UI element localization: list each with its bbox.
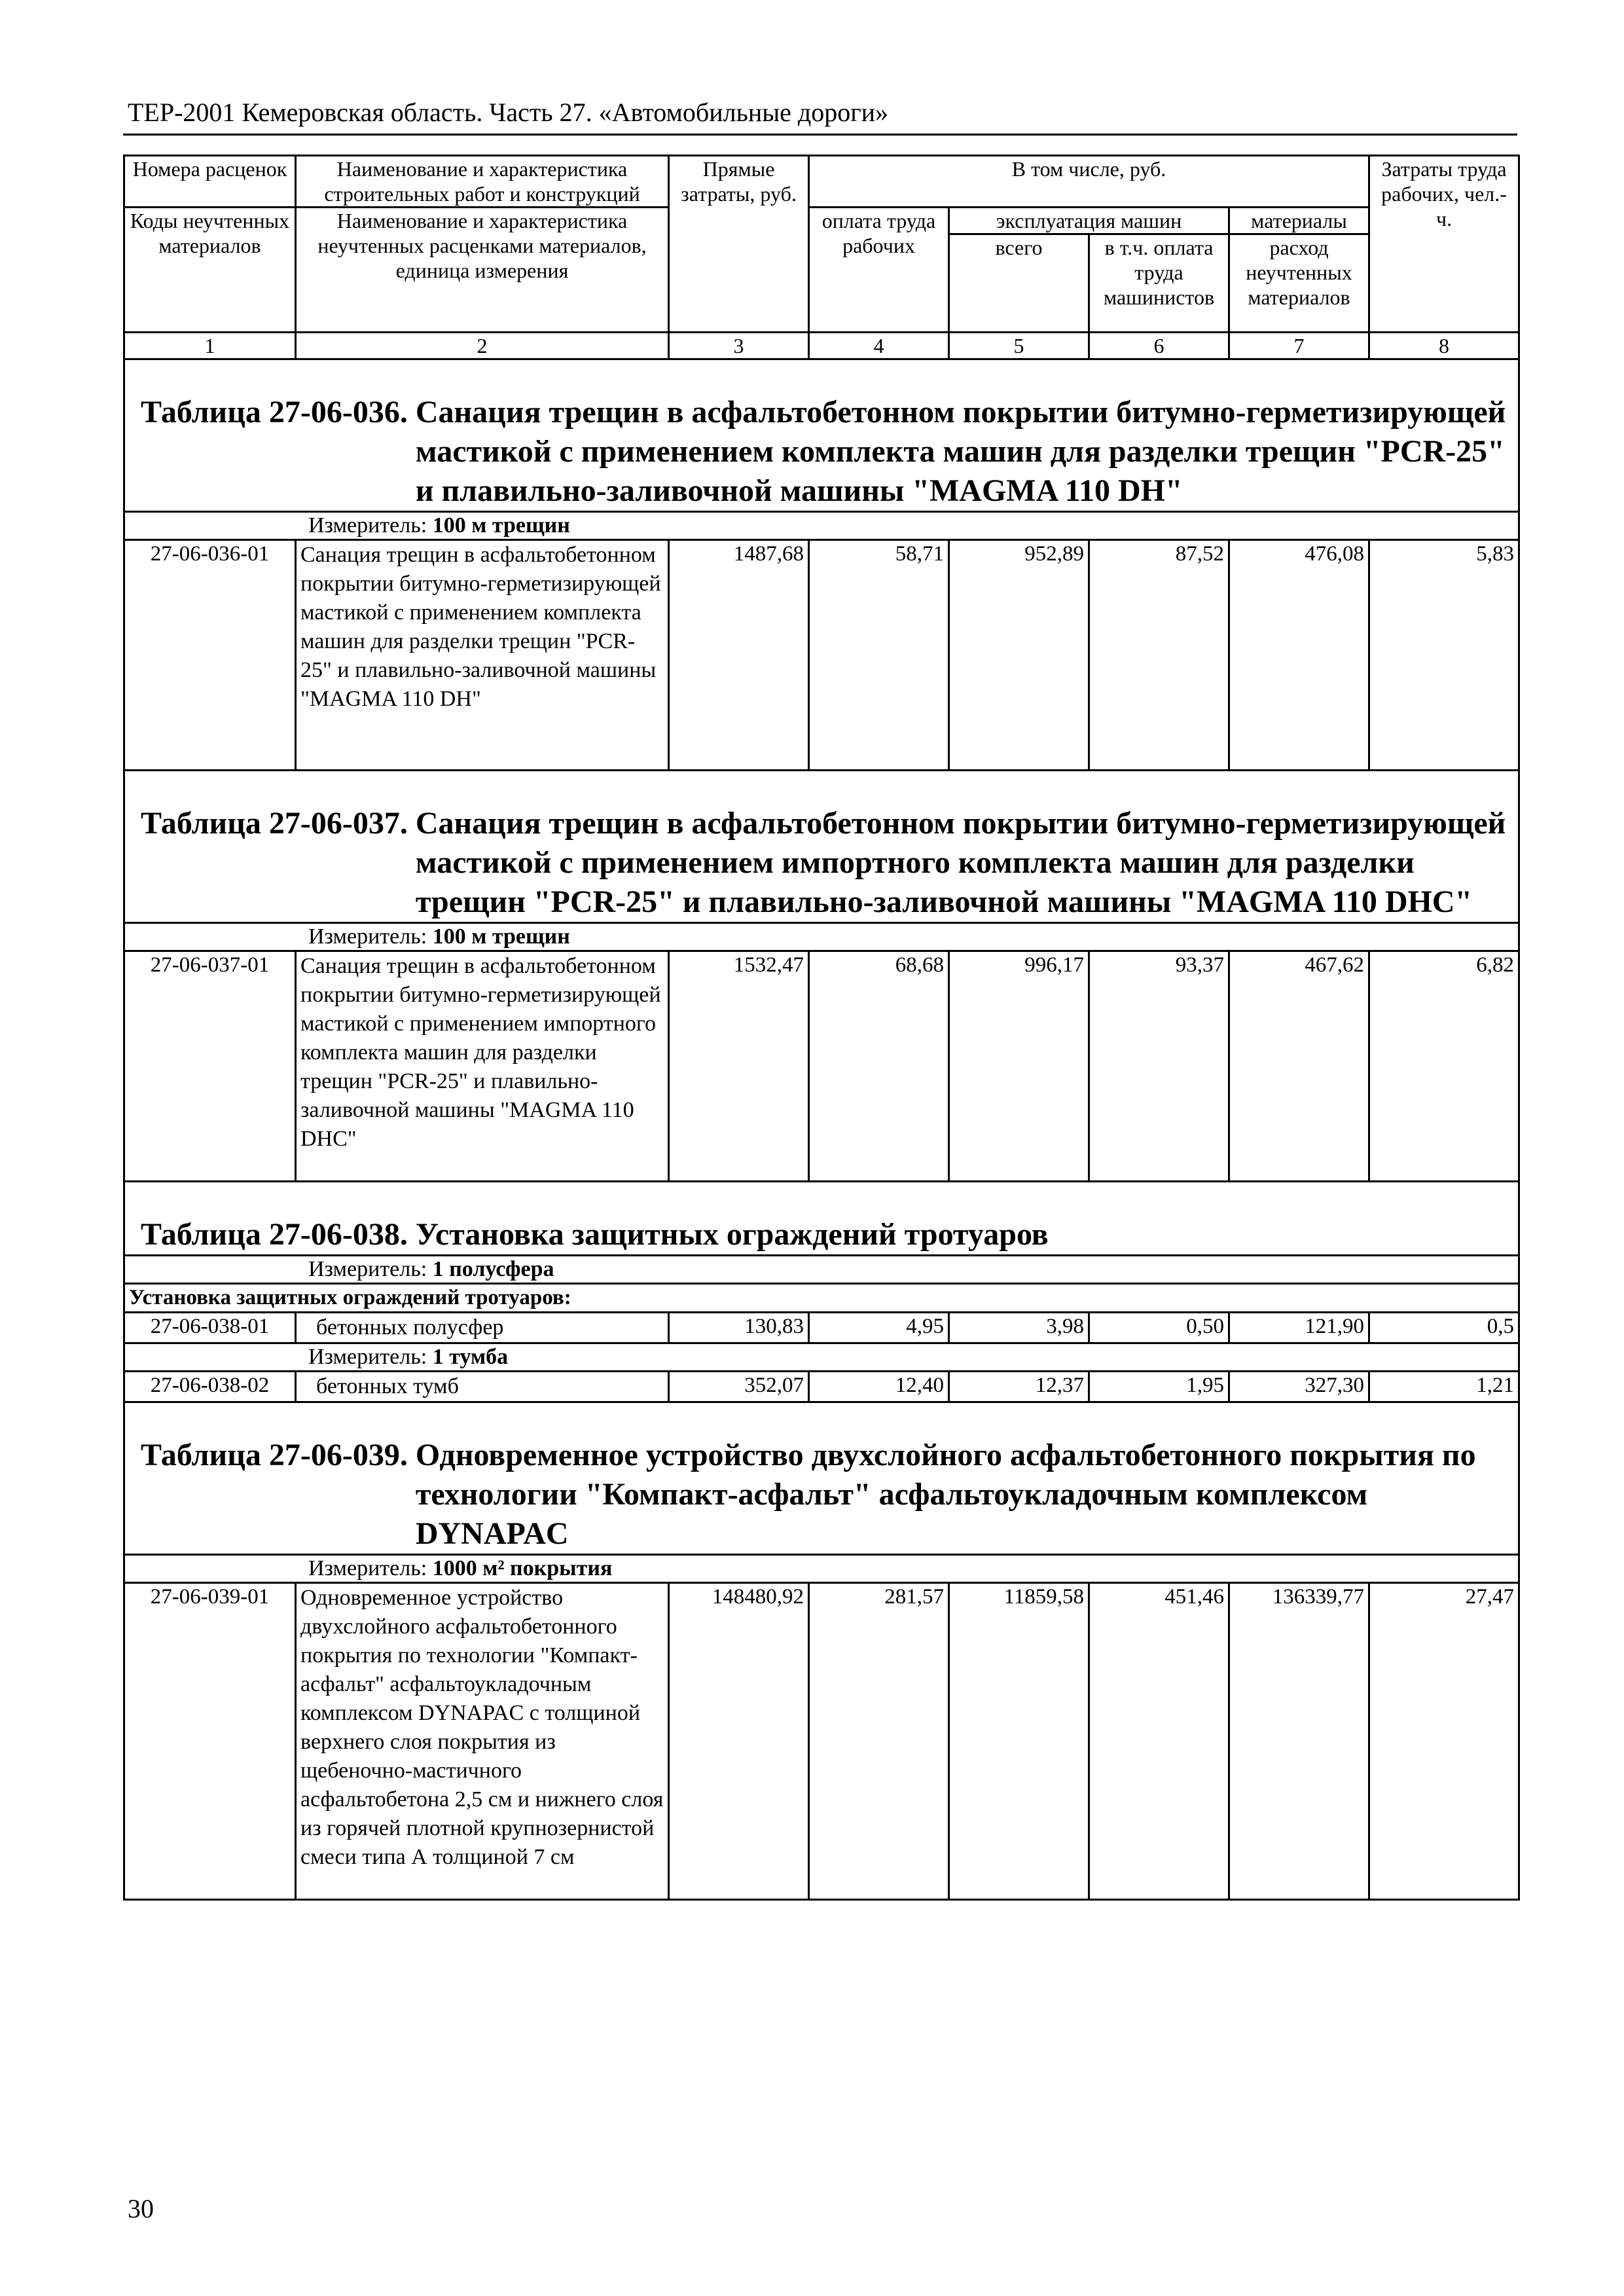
measure-value: 1000 м² покрытия (432, 1556, 613, 1580)
col-number: 6 (1089, 333, 1229, 359)
column-numbers-row (124, 333, 1519, 359)
direct-costs: 1487,68 (669, 540, 809, 771)
rate-code: 27-06-038-01 (124, 1313, 296, 1343)
labor-hours: 27,47 (1369, 1583, 1519, 1900)
materials: 327,30 (1229, 1372, 1369, 1402)
rates-table (123, 155, 1520, 1901)
section-number: Таблица 27-06-038. (141, 1217, 408, 1252)
measure-row (124, 1256, 1519, 1284)
header-rate-numbers: Номера расценок (124, 156, 296, 208)
header-materials-consumption: расход неучтенных материалов (1229, 234, 1369, 333)
section-number: Таблица 27-06-036. (141, 395, 408, 429)
section-heading-036 (124, 359, 1519, 512)
header-row-1 (124, 156, 1519, 208)
header-material-name: Наименование и характеристика неучтенных расценками материалов, единица измерения (296, 208, 669, 333)
rate-name: Санация трещин в асфальтобетонном покрытии битумно-герметизирующей мастикой с применением комплекта машин для разделки трещин "PCR-25" и плавильно-заливочной машины "MAGMA 110 DH" (296, 540, 669, 771)
rate-code: 27-06-037-01 (124, 951, 296, 1182)
machines-total: 12,37 (949, 1372, 1089, 1402)
section-name: Санация трещин в асфальтобетонном покрытии битумно-герметизирующей мастикой с применением импортного комплекта машин для разделки трещин "PCR-25" и плавильно-заливочной машины "MAGMA 110 DHC" (415, 806, 1506, 919)
materials: 467,62 (1229, 951, 1369, 1182)
section-name: Одновременное устройство двухслойного асфальтобетонного покрытия по технологии "Компакт-асфальт" асфальтоукладочным комплексом DYNAPAC (415, 1438, 1476, 1551)
direct-costs: 352,07 (669, 1372, 809, 1402)
measure-label: Измеритель: (308, 513, 433, 538)
page-number: 30 (128, 2194, 154, 2223)
col-number: 5 (949, 333, 1089, 359)
section-title (141, 1436, 1518, 1554)
rate-code: 27-06-036-01 (124, 540, 296, 771)
col-number: 2 (296, 333, 669, 359)
col-number: 1 (124, 333, 296, 359)
header-in-total: В том числе, руб. (809, 156, 1369, 208)
machinists-pay: 93,37 (1089, 951, 1229, 1182)
machinists-pay: 451,46 (1089, 1583, 1229, 1900)
section-number: Таблица 27-06-039. (141, 1438, 408, 1472)
col-number: 8 (1369, 333, 1519, 359)
section-title (141, 804, 1518, 922)
measure-row (124, 1343, 1519, 1372)
labor-pay: 68,68 (809, 951, 949, 1182)
col-number: 4 (809, 333, 949, 359)
labor-hours: 1,21 (1369, 1372, 1519, 1402)
labor-hours: 6,82 (1369, 951, 1519, 1182)
section-name: Санация трещин в асфальтобетонном покрытии битумно-герметизирующей мастикой с применением комплекта машин для разделки трещин "PCR-25" и плавильно-заливочной машины "MAGMA 110 DH" (415, 395, 1506, 508)
direct-costs: 1532,47 (669, 951, 809, 1182)
table-row (124, 1313, 1519, 1343)
labor-pay: 12,40 (809, 1372, 949, 1402)
rate-name: бетонных полусфер (296, 1313, 669, 1343)
measure-row (124, 1555, 1519, 1583)
page-header: ТЕР-2001 Кемеровская область. Часть 27. «Автомобильные дороги» (128, 98, 889, 127)
table-row (124, 951, 1519, 1182)
header-machines-all: всего (949, 234, 1089, 333)
direct-costs: 130,83 (669, 1313, 809, 1343)
measure-label: Измеритель: (308, 1556, 433, 1580)
header-rule (123, 134, 1517, 136)
table-row (124, 540, 1519, 771)
labor-hours: 5,83 (1369, 540, 1519, 771)
machinists-pay: 1,95 (1089, 1372, 1229, 1402)
header-labor-pay: оплата труда рабочих (809, 208, 949, 333)
col-number: 3 (669, 333, 809, 359)
measure-row (124, 512, 1519, 540)
header-work-name: Наименование и характеристика строительных работ и конструкций (296, 156, 669, 208)
measure-label: Измеритель: (308, 1257, 433, 1281)
labor-hours: 0,5 (1369, 1313, 1519, 1343)
header-machines: эксплуатация машин (949, 208, 1229, 234)
machinists-pay: 87,52 (1089, 540, 1229, 771)
machines-total: 952,89 (949, 540, 1089, 771)
header-direct-costs: Прямые затраты, руб. (669, 156, 809, 333)
sub-heading-row (124, 1284, 1519, 1313)
materials: 121,90 (1229, 1313, 1369, 1343)
machines-total: 996,17 (949, 951, 1089, 1182)
machines-total: 3,98 (949, 1313, 1089, 1343)
rate-name: Санация трещин в асфальтобетонном покрытии битумно-герметизирующей мастикой с применением импортного комплекта машин для разделки трещин "PCR-25" и плавильно-заливочной машины "MAGMA 110 DHC" (296, 951, 669, 1182)
materials: 136339,77 (1229, 1583, 1369, 1900)
materials: 476,08 (1229, 540, 1369, 771)
section-title (141, 393, 1518, 511)
header-row-2 (124, 208, 1519, 234)
machines-total: 11859,58 (949, 1583, 1089, 1900)
labor-pay: 281,57 (809, 1583, 949, 1900)
header-material-codes: Коды неучтенных материалов (124, 208, 296, 333)
section-heading-039 (124, 1402, 1519, 1555)
rate-code: 27-06-039-01 (124, 1583, 296, 1900)
section-title (141, 1215, 1518, 1254)
measure-value: 1 тумба (432, 1345, 509, 1369)
table-row (124, 1583, 1519, 1900)
header-labor-costs: Затраты труда рабочих, чел.-ч. (1369, 156, 1519, 333)
measure-value: 1 полусфера (432, 1257, 554, 1281)
col-number: 7 (1229, 333, 1369, 359)
header-materials: материалы (1229, 208, 1369, 234)
table-row (124, 1372, 1519, 1402)
rate-code: 27-06-038-02 (124, 1372, 296, 1402)
header-machinists-pay: в т.ч. оплата труда машинистов (1089, 234, 1229, 333)
direct-costs: 148480,92 (669, 1583, 809, 1900)
section-number: Таблица 27-06-037. (141, 806, 408, 841)
rate-name: Одновременное устройство двухслойного асфальтобетонного покрытия по технологии "Компакт-асфальт" асфальтоукладочным комплексом DYNAPAC с толщиной верхнего слоя покрытия из щебеночно-мастичного асфальтобетона 2,5 см и нижнего слоя из горячей плотной крупнозернистой смеси типа А толщиной 7 см (296, 1583, 669, 1900)
measure-row (124, 923, 1519, 951)
section-name: Установка защитных ограждений тротуаров (415, 1217, 1049, 1252)
measure-value: 100 м трещин (432, 924, 570, 949)
measure-value: 100 м трещин (432, 513, 570, 538)
sub-heading: Установка защитных ограждений тротуаров: (124, 1284, 1519, 1313)
labor-pay: 58,71 (809, 540, 949, 771)
section-heading-037 (124, 771, 1519, 923)
labor-pay: 4,95 (809, 1313, 949, 1343)
machinists-pay: 0,50 (1089, 1313, 1229, 1343)
rate-name: бетонных тумб (296, 1372, 669, 1402)
measure-label: Измеритель: (308, 1345, 433, 1369)
measure-label: Измеритель: (308, 924, 433, 949)
section-heading-038 (124, 1182, 1519, 1256)
